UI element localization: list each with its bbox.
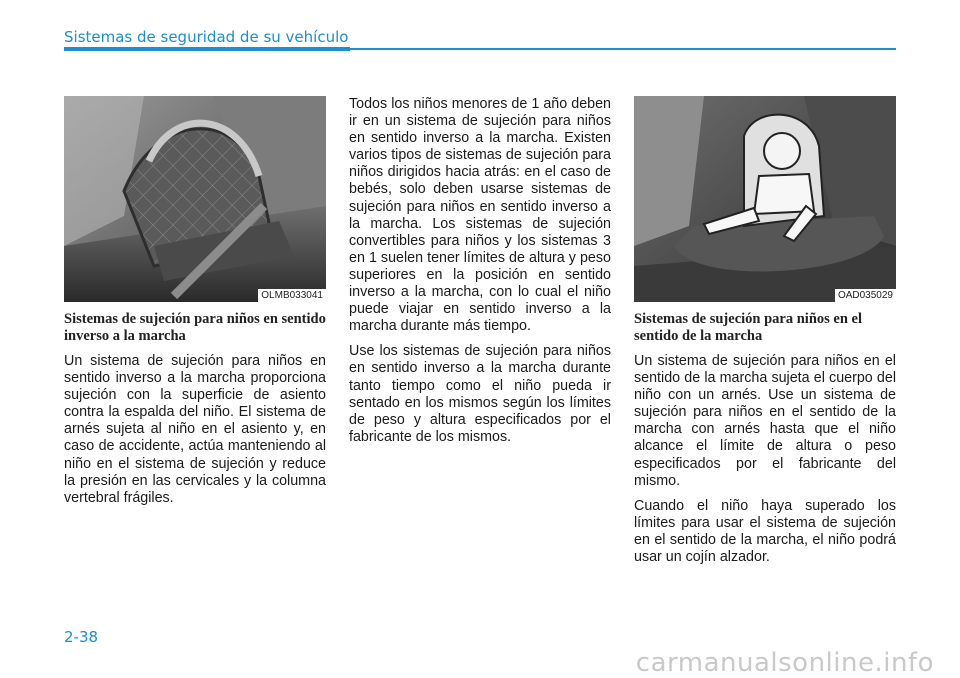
rear-facing-heading: Sistemas de sujeción para niños en sentido inverso a la marcha xyxy=(64,311,326,344)
image-code: OAD035029 xyxy=(835,289,896,302)
forward-facing-seat-photo xyxy=(634,96,896,302)
body-paragraph: Todos los niños menores de 1 año deben ir en un sistema de sujeción para niños en sentido inverso a la marcha. Existen varios tipos de sistemas de sujeción para niños dirigidos hacia atrás: en el caso de bebés, solo deben usarse sistemas de sujeción para niños en sentido inverso a la marcha. Los sistemas de sujeción convertibles para niños y los sistemas 3 en 1 suelen tener límites de altura y peso superiores en la posición en sentido inverso a la marcha, con lo cual el niño puede viajar en sentido inverso a la marcha durante más tiempo. xyxy=(349,96,611,335)
watermark: carmanualsonline.info xyxy=(635,648,934,678)
page-number: 2-38 xyxy=(64,628,99,646)
body-paragraph: Un sistema de sujeción para niños en sentido inverso a la marcha proporciona sujeción con la superficie de asiento contra la espalda del niño. El sistema de arnés sujeta al niño en el asiento y, en caso de accidente, actúa manteniendo al niño en el sistema de sujeción y reduce la presión en las cervicales y la columna vertebral frágiles. xyxy=(64,353,326,506)
middle-column xyxy=(349,96,611,454)
forward-facing-heading: Sistemas de sujeción para niños en el sentido de la marcha xyxy=(634,311,862,344)
header-rule-thick xyxy=(64,47,350,51)
section-title: Sistemas de seguridad de su vehículo xyxy=(64,28,349,46)
rear-facing-seat-photo xyxy=(64,96,326,302)
header-rule-thin xyxy=(350,48,896,50)
image-code: OLMB033041 xyxy=(258,289,326,302)
body-paragraph: Use los sistemas de sujeción para niños en sentido inverso a la marcha durante tanto tiempo como el niño pueda ir sentado en los mismos según los límites de peso y altura especificados por el fabricante de los mismos. xyxy=(349,343,611,445)
body-paragraph: Cuando el niño haya superado los límites para usar el sistema de sujeción en el sentido de la marcha, el niño podrá usar un cojín alzador. xyxy=(634,497,896,566)
body-paragraph: Un sistema de sujeción para niños en el sentido de la marcha sujeta el cuerpo del niño con un arnés. Use un sistema de sujeción para niños en el sentido de la marcha con arnés hasta que el niño alcance el límite de altura o peso especificados por el fabricante del mismo. xyxy=(634,353,896,489)
right-column xyxy=(634,311,896,574)
left-column xyxy=(64,311,326,515)
